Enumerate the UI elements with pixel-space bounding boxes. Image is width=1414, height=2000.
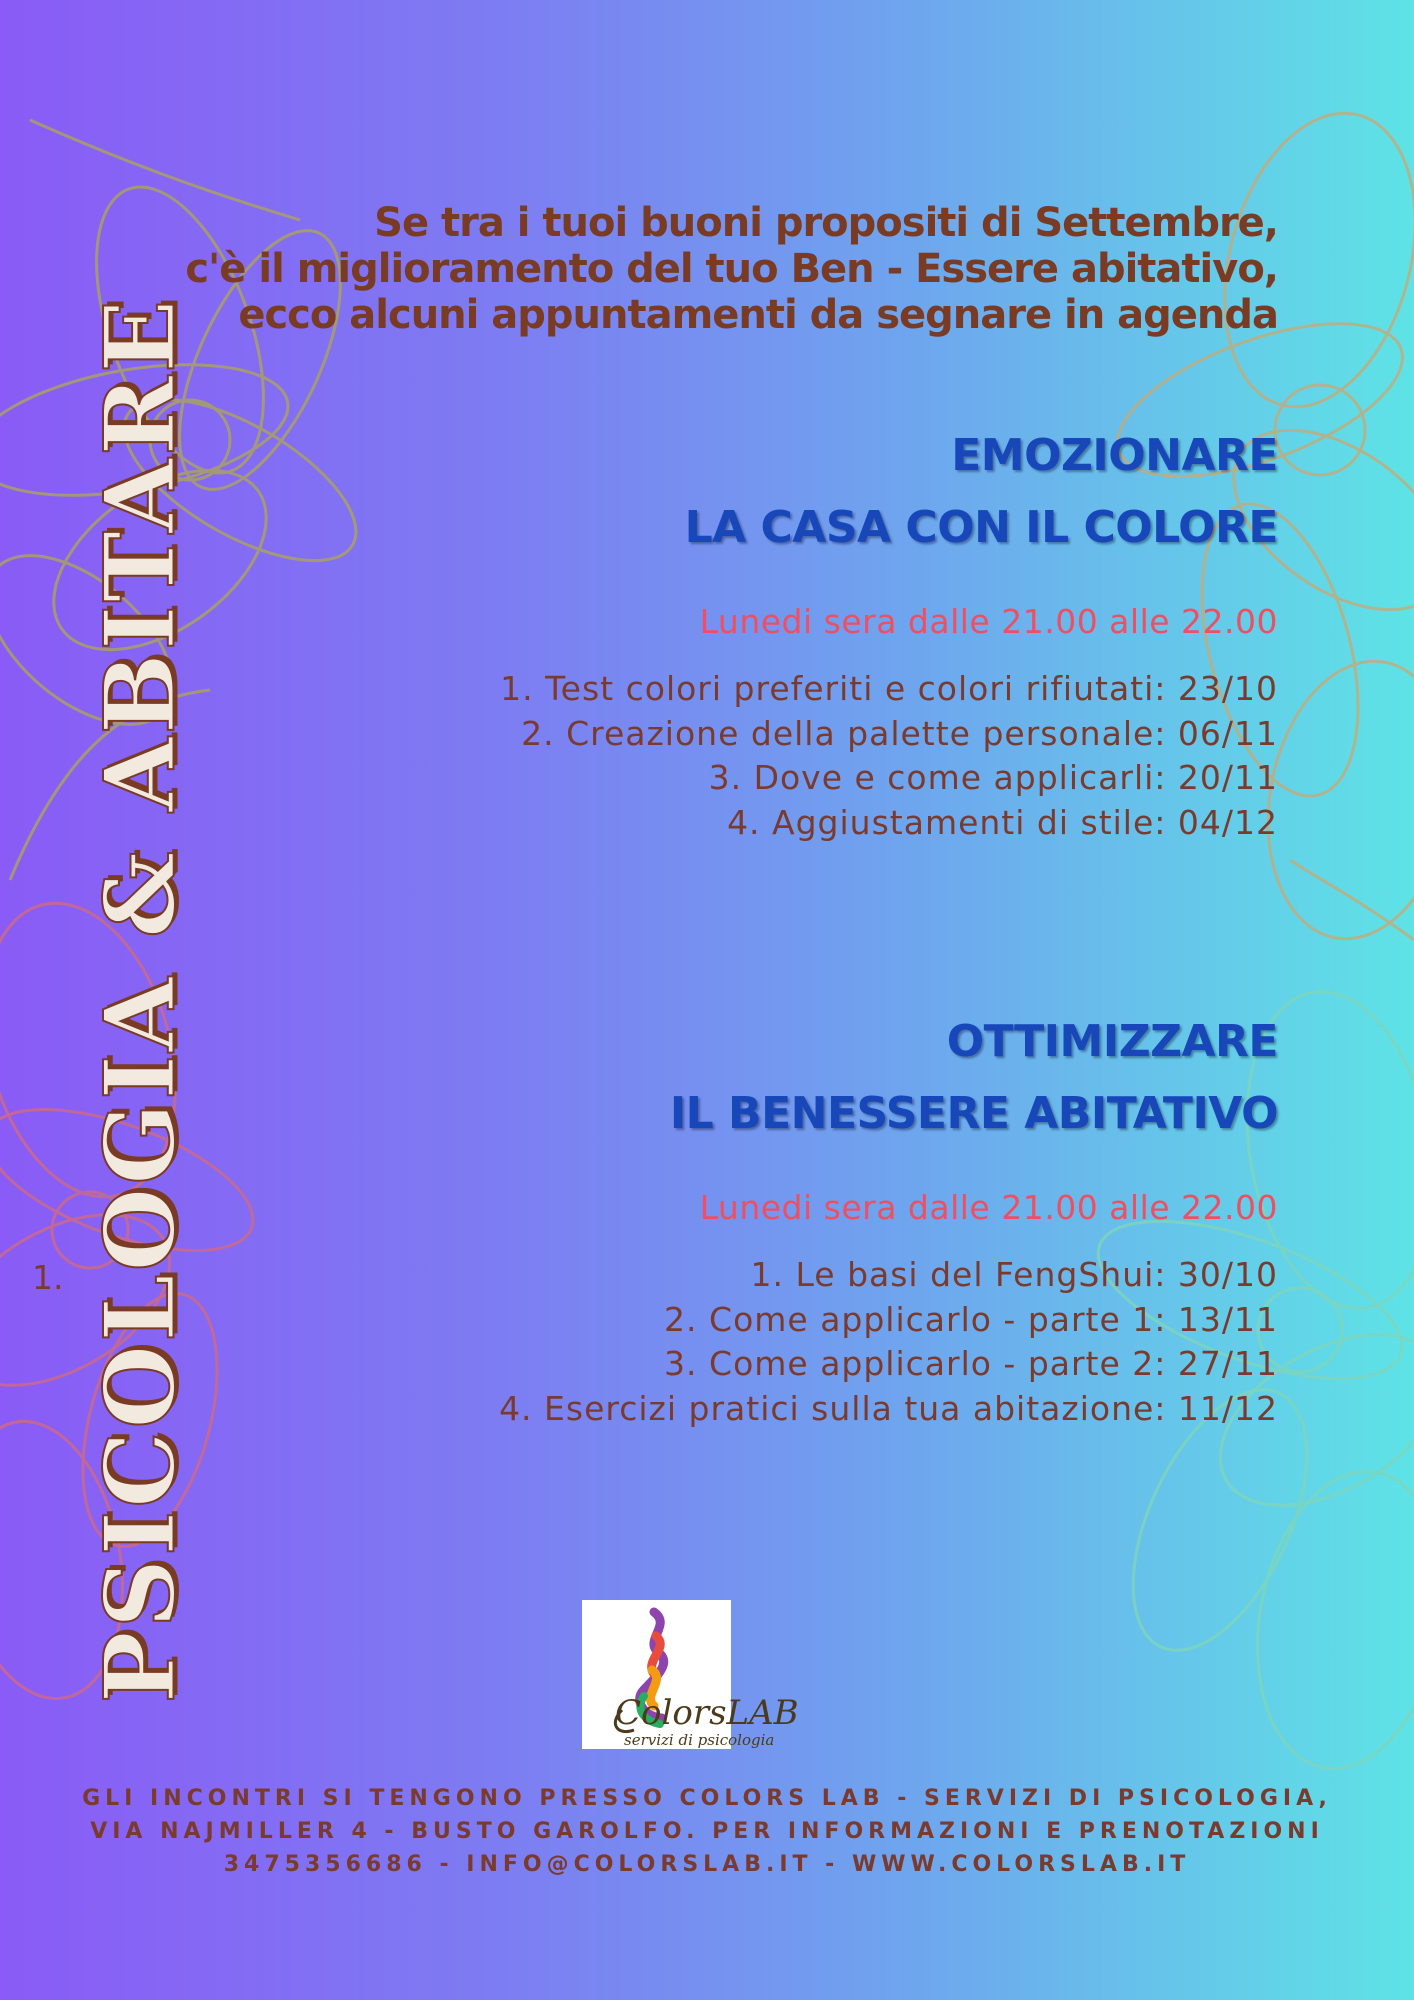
intro-line: ecco alcuni appuntamenti da segnare in agenda — [238, 292, 1278, 338]
appointment-list — [278, 1253, 1278, 1431]
appointment-list — [278, 667, 1278, 845]
intro-line: Se tra i tuoi buoni propositi di Settembre, — [374, 200, 1278, 246]
list-item: 1. Test colori preferiti e colori rifiutati: 23/10 — [500, 669, 1278, 708]
section-ottimizzare — [278, 1006, 1278, 1431]
logo-subtitle: servizi di psicologia — [624, 1731, 775, 1749]
list-item: 3. Come applicarlo - parte 2: 27/11 — [664, 1344, 1278, 1383]
logo-name: ColorsLAB — [615, 1693, 799, 1733]
schedule-text: Lunedi sera dalle 21.00 alle 22.00 — [699, 1188, 1278, 1227]
intro-line: c'è il miglioramento del tuo Ben - Essere abitativo, — [185, 246, 1278, 292]
list-item: 3. Dove e come applicarli: 20/11 — [708, 758, 1278, 797]
intro-text — [178, 200, 1278, 338]
section-title-line: OTTIMIZZARE — [946, 1016, 1278, 1067]
footer-info — [0, 1782, 1414, 1881]
schedule-text: Lunedi sera dalle 21.00 alle 22.00 — [699, 602, 1278, 641]
list-item: 4. Esercizi pratici sulla tua abitazione: 11/12 — [499, 1388, 1278, 1428]
footer-line: VIA NAJMILLER 4 - BUSTO GAROLFO. PER INFORMAZIONI E PRENOTAZIONI — [90, 1819, 1324, 1844]
section-title-line: IL BENESSERE ABITATIVO — [669, 1088, 1278, 1139]
list-item: 4. Aggiustamenti di stile: 04/12 — [727, 802, 1278, 842]
vertical-title: PSICOLOGIA & ABITARE — [83, 296, 197, 1704]
list-item: 1. Le basi del FengShui: 30/10 — [750, 1255, 1278, 1294]
footer-line: GLI INCONTRI SI TENGONO PRESSO COLORS LAB - SERVIZI DI PSICOLOGIA, — [82, 1786, 1332, 1811]
section-title-line: LA CASA CON IL COLORE — [684, 502, 1278, 553]
footer-line: 3475356686 - INFO@COLORSLAB.IT - WWW.COLORSLAB.IT — [223, 1852, 1191, 1877]
section-emozionare — [278, 420, 1278, 845]
list-item: 2. Creazione della palette personale: 06/11 — [521, 713, 1278, 753]
list-item: 2. Come applicarlo - parte 1: 13/11 — [664, 1299, 1278, 1339]
list-marker: 1. — [32, 1258, 64, 1297]
section-title-line: EMOZIONARE — [951, 430, 1278, 481]
